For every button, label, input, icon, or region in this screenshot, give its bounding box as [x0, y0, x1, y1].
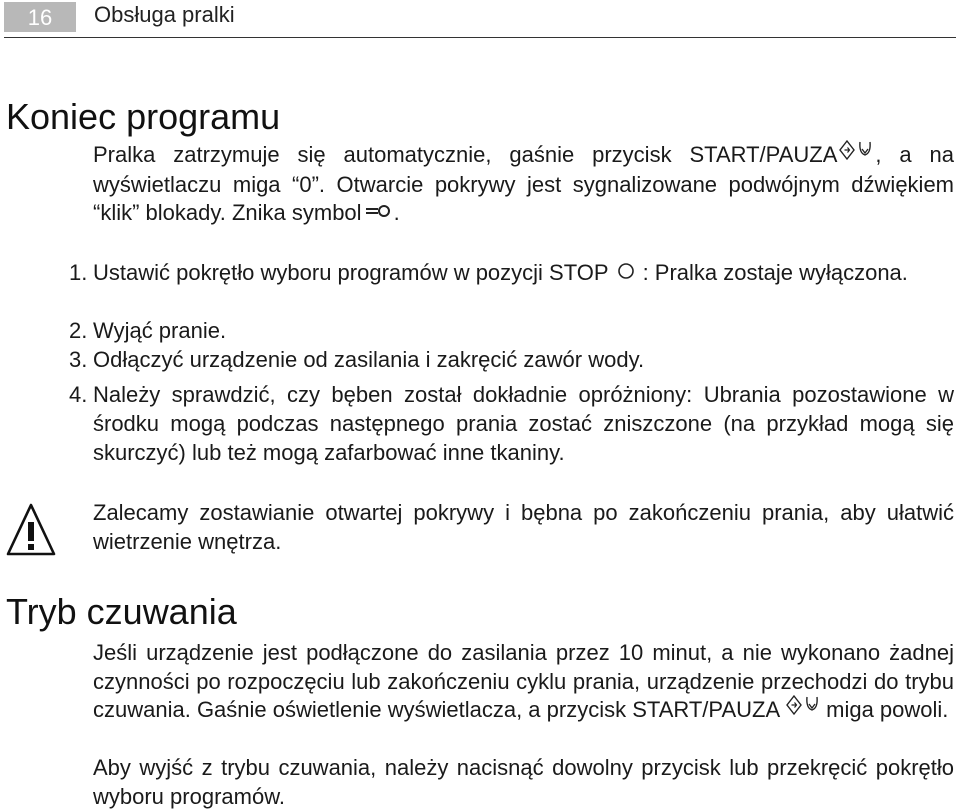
list-item-number: 2.	[69, 318, 88, 343]
section-title-end-of-program: Koniec programu	[6, 96, 281, 137]
list-item	[69, 380, 954, 467]
list-item	[69, 345, 954, 374]
step-1-text-a: Ustawić pokrętło wyboru programów w pozycji STOP	[93, 260, 609, 285]
list-item-text: Wyjąć pranie.	[93, 318, 227, 343]
start-pause-icon	[839, 139, 873, 169]
standby-text-1: Jeśli urządzenie jest podłączone do zasilania przez 10 minut, a nie wykonano żadnej czynności po rozpoczęciu lub zakończeniu cyklu prania, urządzenie przechodzi do trybu czuwania. Gaśnie oświetlenie wyświetlacza, a przycisk START/PAUZA	[93, 640, 954, 722]
standby-paragraph	[93, 639, 954, 726]
list-item	[69, 258, 954, 289]
list-item	[69, 316, 954, 345]
section-title-standby: Tryb czuwania	[6, 591, 237, 632]
list-item-number: 4.	[69, 382, 88, 407]
standby-exit-paragraph: Aby wyjść z trybu czuwania, należy nacisnąć dowolny przycisk lub przekręcić pokrętło wyboru programów.	[93, 755, 954, 809]
intro-text-2: , a na wyświetlaczu miga “0”. Otwarcie pokrywy jest sygnalizowane podwójnym dźwiękiem “klik” blokady. Znika symbol	[93, 142, 954, 226]
list-item-text: Należy sprawdzić, czy bęben został dokładnie opróżniony: Ubrania pozostawione w środku mogą podczas następnego prania zostać zniszczone (na przykład mogą się skurczyć) lub też mogą zafarbować inne tkaniny.	[93, 382, 954, 465]
standby-text-2: miga powoli.	[826, 697, 949, 722]
header-divider	[4, 37, 956, 38]
intro-paragraph	[93, 141, 954, 229]
list-item-number: 3.	[69, 347, 88, 372]
warning-text: Zalecamy zostawianie otwartej pokrywy i bębna po zakończeniu prania, aby ułatwić wietrzenie wnętrza.	[93, 500, 954, 554]
door-lock-icon	[364, 198, 392, 227]
step-1-text-b: : Pralka zostaje wyłączona.	[642, 260, 908, 285]
start-pause-icon	[786, 694, 820, 724]
stop-circle-icon	[617, 258, 635, 287]
warning-icon	[5, 502, 57, 558]
intro-text-1: Pralka zatrzymuje się automatycznie, gaśnie przycisk START/PAUZA	[93, 142, 838, 167]
list-item-number: 1.	[69, 260, 88, 285]
intro-text-3: .	[393, 200, 400, 226]
header-title: Obsługa pralki	[94, 2, 235, 27]
page-number: 16	[4, 2, 76, 32]
list-item-text: Odłączyć urządzenie od zasilania i zakręcić zawór wody.	[93, 347, 645, 372]
